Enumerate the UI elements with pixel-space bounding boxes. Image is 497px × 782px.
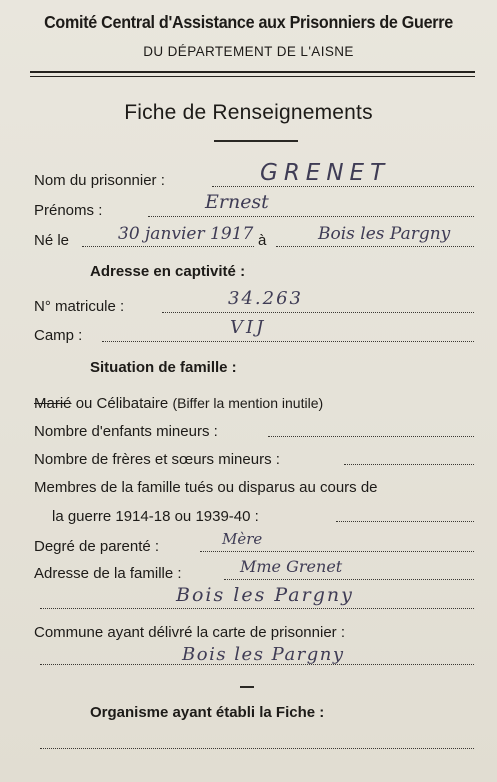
situation-heading: Situation de famille : (90, 359, 237, 376)
adresse-famille-label: Adresse de la famille : (34, 565, 182, 582)
membres-line1: Membres de la famille tués ou disparus au cours de (34, 479, 378, 496)
ne-a-label: à (258, 232, 267, 249)
commune-value: Bois les Pargny (182, 644, 345, 665)
ou-word: ou (75, 395, 93, 412)
marie-option: Marié (34, 395, 72, 412)
adresse-famille-line1-rule (224, 579, 474, 580)
adresse-famille-value2: Bois les Pargny (176, 584, 354, 606)
adresse-famille-value1: Mme Grenet (240, 557, 343, 576)
nom-value: GRENET (260, 160, 391, 186)
parente-value: Mère (222, 530, 263, 548)
biffer-note: (Biffer la mention inutile) (172, 395, 324, 411)
prenoms-value: Ernest (205, 191, 269, 213)
nom-label: Nom du prisonnier : (34, 172, 165, 189)
nom-field-line (212, 186, 474, 187)
prenoms-field-line (148, 216, 474, 217)
freres-label: Nombre de frères et sœurs mineurs : (34, 451, 280, 468)
adresse-famille-line2-rule (40, 608, 474, 609)
organisme-heading: Organisme ayant établi la Fiche : (90, 704, 325, 721)
camp-value: VIJ (230, 317, 267, 338)
commune-label: Commune ayant délivré la carte de prisonnier : (34, 624, 345, 641)
parente-field-line (200, 551, 474, 552)
prenoms-label: Prénoms : (34, 202, 103, 219)
matricule-value: 34.263 (228, 288, 303, 309)
separator-dash (240, 686, 254, 688)
header-rule-top (30, 71, 475, 73)
parente-label: Degré de parenté : (34, 538, 160, 555)
celibataire-option: Célibataire (96, 395, 169, 412)
form-title-underline (214, 140, 298, 142)
camp-field-line (102, 341, 474, 342)
enfants-field-line (268, 436, 474, 437)
membres-line2: la guerre 1914-18 ou 1939-40 : (52, 508, 259, 525)
department-subtitle: DU DÉPARTEMENT DE L'AISNE (143, 44, 354, 59)
header-rule-bottom (30, 76, 475, 77)
membres-field-line (336, 521, 474, 522)
ne-label: Né le (34, 232, 70, 249)
adresse-captivite-heading: Adresse en captivité : (90, 263, 246, 280)
freres-field-line (344, 464, 474, 465)
matricule-label: N° matricule : (34, 298, 125, 315)
camp-label: Camp : (34, 327, 83, 344)
ne-date-line (82, 246, 254, 247)
enfants-label: Nombre d'enfants mineurs : (34, 423, 218, 440)
ne-date-value: 30 janvier 1917 (118, 224, 254, 244)
marital-status-line (34, 395, 323, 412)
ne-lieu-line (276, 246, 474, 247)
matricule-field-line (162, 312, 474, 313)
form-title: Fiche de Renseignements (124, 101, 373, 124)
committee-title: Comité Central d'Assistance aux Prisonniers de Guerre (44, 12, 453, 32)
organisme-field-line (40, 748, 474, 749)
ne-lieu-value: Bois les Pargny (318, 224, 451, 244)
